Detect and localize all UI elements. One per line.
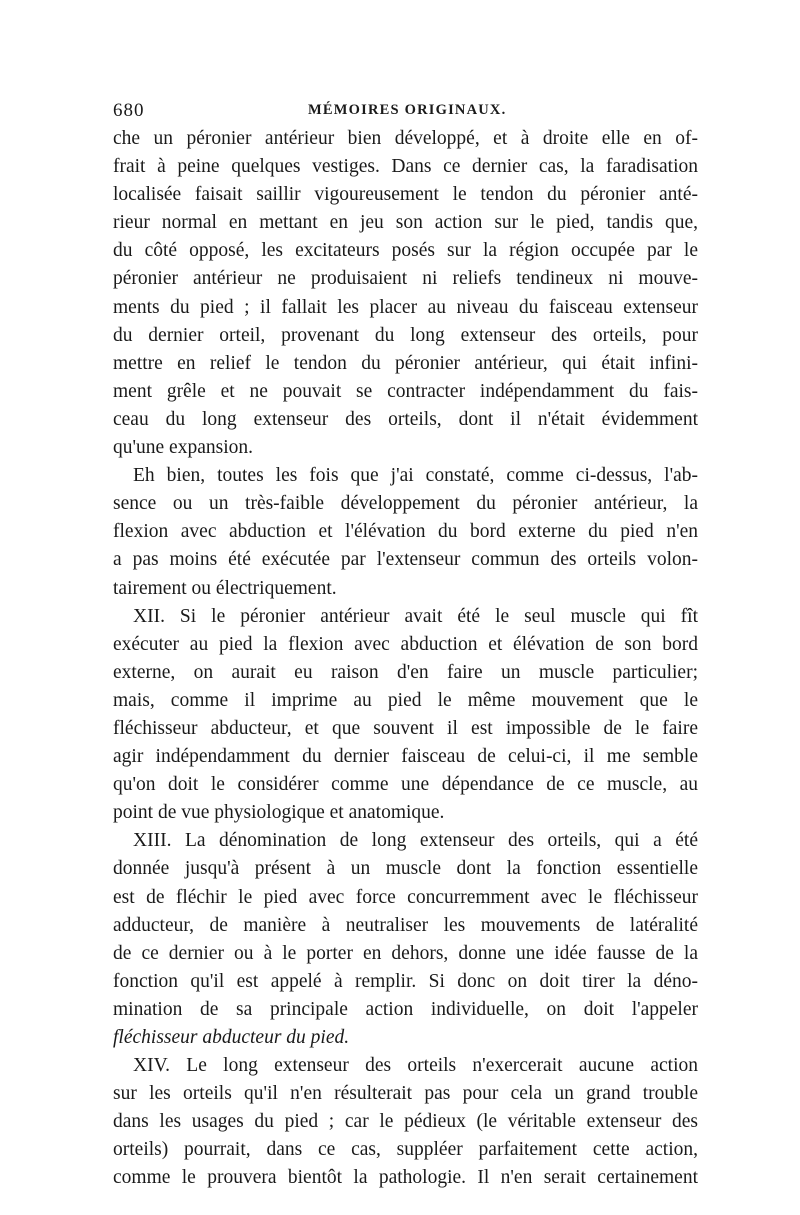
text-line: de ce dernier ou à le porter en dehors, donne une idée fausse de la bbox=[113, 942, 698, 964]
text-line: externe, on aurait eu raison d'en faire un muscle particulier; bbox=[113, 661, 698, 683]
text-line: agir indépendamment du dernier faisceau de celui-ci, il me semble bbox=[113, 746, 698, 768]
text-line: tairement ou électriquement. bbox=[113, 577, 337, 599]
text-line: mais, comme il imprime au pied le même mouvement que le bbox=[113, 689, 698, 711]
text-line: a pas moins été exécutée par l'extenseur commun des orteils volon- bbox=[113, 549, 698, 571]
page-number: 680 bbox=[113, 100, 145, 121]
text-line: che un péronier antérieur bien développé, et à droite elle en of- bbox=[113, 128, 698, 149]
paragraph-start-line: XIII. La dénomination de long extenseur des orteils, qui a été bbox=[133, 830, 698, 852]
text-line: point de vue physiologique et anatomique. bbox=[113, 802, 445, 824]
text-line: rieur normal en mettant en jeu son action sur le pied, tandis que, bbox=[113, 212, 698, 234]
text-line: ments du pied ; il fallait les placer au niveau du faisceau extenseur bbox=[113, 296, 698, 318]
text-line: orteils) pourrait, dans ce cas, suppléer parfaitement cette action, bbox=[113, 1139, 698, 1161]
text-line: qu'on doit le considérer comme une dépendance de ce muscle, au bbox=[113, 774, 698, 796]
page-header bbox=[113, 100, 703, 124]
text-line: exécuter au pied la flexion avec abduction et élévation de son bord bbox=[113, 633, 698, 655]
paragraph-start-line: XII. Si le péronier antérieur avait été le seul muscle qui fît bbox=[133, 605, 698, 627]
text-line: fléchisseur abducteur du pied. bbox=[113, 1027, 350, 1048]
text-line: ment grêle et ne pouvait se contracter indépendamment du fais- bbox=[113, 380, 698, 402]
paragraph-start-line: Eh bien, toutes les fois que j'ai constaté, comme ci-dessus, l'ab- bbox=[133, 465, 698, 487]
text-line: sence ou un très-faible développement du péronier antérieur, la bbox=[113, 493, 698, 515]
text-line: mettre en relief le tendon du péronier antérieur, qui était infini- bbox=[113, 352, 698, 374]
text-line: du côté opposé, les excitateurs posés sur la région occupée par le bbox=[113, 240, 698, 262]
text-line: péronier antérieur ne produisaient ni reliefs tendineux ni mouve- bbox=[113, 268, 698, 290]
text-line: sur les orteils qu'il n'en résulterait pas pour cela un grand trouble bbox=[113, 1083, 698, 1105]
text-line: donnée jusqu'à présent à un muscle dont la fonction essentielle bbox=[113, 858, 698, 880]
text-line: localisée faisait saillir vigoureusement le tendon du péronier anté- bbox=[113, 184, 698, 206]
text-line: est de fléchir le pied avec force concurremment avec le fléchisseur bbox=[113, 886, 698, 908]
paragraph-start-line: XIV. Le long extenseur des orteils n'exercerait aucune action bbox=[133, 1055, 698, 1077]
text-line: mination de sa principale action individuelle, on doit l'appeler bbox=[113, 998, 698, 1020]
text-line: qu'une expansion. bbox=[113, 437, 253, 459]
text-line: fonction qu'il est appelé à remplir. Si donc on doit tirer la déno- bbox=[113, 970, 698, 992]
text-line: du dernier orteil, provenant du long extenseur des orteils, pour bbox=[113, 324, 698, 346]
text-line: adducteur, de manière à neutraliser les mouvements de latéralité bbox=[113, 914, 698, 936]
text-line: flexion avec abduction et l'élévation du bord externe du pied n'en bbox=[113, 521, 698, 543]
text-line: frait à peine quelques vestiges. Dans ce dernier cas, la faradisation bbox=[113, 156, 698, 178]
body-text bbox=[113, 125, 698, 1193]
text-line: ceau du long extenseur des orteils, dont il n'était évidemment bbox=[113, 408, 698, 430]
running-head: MÉMOIRES ORIGINAUX. bbox=[308, 102, 507, 118]
text-line: dans les usages du pied ; car le pédieux (le véritable extenseur des bbox=[113, 1111, 698, 1133]
text-line: fléchisseur abducteur, et que souvent il est impossible de le faire bbox=[113, 717, 698, 739]
text-line: comme le prouvera bientôt la pathologie. Il n'en serait certainement bbox=[113, 1167, 698, 1189]
